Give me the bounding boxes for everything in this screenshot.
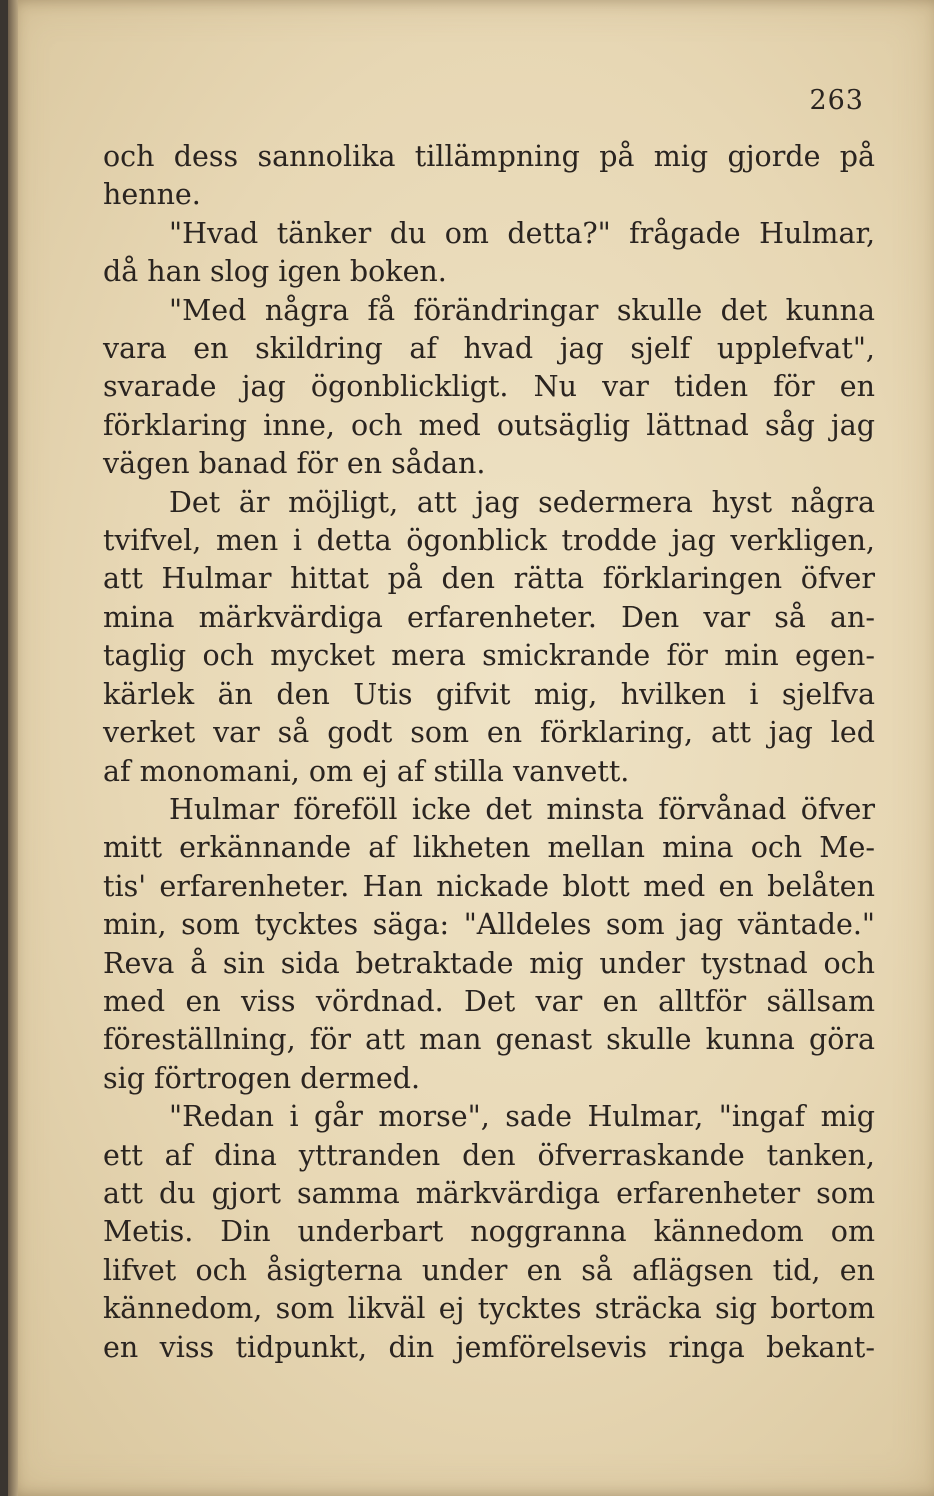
text-line: mina märkvärdiga erfarenheter. Den var så an- bbox=[103, 600, 875, 634]
text-line: att du gjort samma märkvärdiga erfarenheter som bbox=[103, 1176, 875, 1210]
text-line: lifvet och åsigterna under en så aflägsen tid, en bbox=[103, 1253, 875, 1287]
text-line: då han slog igen boken. bbox=[103, 255, 447, 289]
text-line: mitt erkännande af likheten mellan mina och Me- bbox=[103, 831, 875, 865]
text-line: Det är möjligt, att jag sedermera hyst några bbox=[169, 485, 875, 519]
text-line: kännedom, som likväl ej tycktes sträcka sig bortom bbox=[103, 1292, 875, 1326]
body-text bbox=[103, 138, 875, 1367]
text-line: en viss tidpunkt, din jemförelsevis ringa bekant- bbox=[103, 1330, 875, 1364]
text-line: sig förtrogen dermed. bbox=[103, 1061, 421, 1095]
text-line: taglig och mycket mera smickrande för min egen- bbox=[103, 639, 875, 673]
book-page bbox=[8, 0, 934, 1496]
text-line: tis' erfarenheter. Han nickade blott med en belåten bbox=[103, 869, 875, 903]
text-line: Hulmar föreföll icke det minsta förvånad öfver bbox=[169, 792, 875, 826]
text-line: vägen banad för en sådan. bbox=[103, 447, 486, 481]
text-line: tvifvel, men i detta ögonblick trodde jag verkligen, bbox=[103, 524, 875, 558]
text-line: "Hvad tänker du om detta?" frågade Hulmar, bbox=[169, 216, 875, 250]
text-line: förklaring inne, och med outsäglig lättnad såg jag bbox=[103, 408, 875, 442]
text-line: och dess sannolika tillämpning på mig gjorde på bbox=[103, 140, 875, 173]
text-line: Reva å sin sida betraktade mig under tystnad och bbox=[103, 946, 875, 980]
text-line: föreställning, för att man genast skulle kunna göra bbox=[103, 1023, 875, 1057]
text-line: att Hulmar hittat på den rätta förklaringen öfver bbox=[103, 562, 875, 596]
text-line: Metis. Din underbart noggranna kännedom om bbox=[103, 1215, 875, 1249]
book-spine-shadow bbox=[8, 0, 18, 1496]
text-line: verket var så godt som en förklaring, att jag led bbox=[103, 716, 875, 750]
text-line: "Redan i går morse", sade Hulmar, "ingaf mig bbox=[169, 1100, 875, 1134]
page-number: 263 bbox=[809, 85, 864, 116]
text-line: af monomani, om ej af stilla vanvett. bbox=[103, 754, 630, 788]
text-line: vara en skildring af hvad jag sjelf upplefvat", bbox=[103, 332, 875, 366]
text-line: henne. bbox=[103, 178, 201, 212]
text-line: svarade jag ögonblickligt. Nu var tiden för en bbox=[103, 370, 875, 404]
text-line: kärlek än den Utis gifvit mig, hvilken i sjelfva bbox=[103, 677, 875, 711]
text-line: min, som tycktes säga: "Alldeles som jag väntade." bbox=[103, 908, 875, 942]
text-line: ett af dina yttranden den öfverraskande tanken, bbox=[103, 1138, 875, 1172]
text-line: "Med några få förändringar skulle det kunna bbox=[169, 293, 875, 327]
text-line: med en viss vördnad. Det var en alltför sällsam bbox=[103, 984, 875, 1018]
